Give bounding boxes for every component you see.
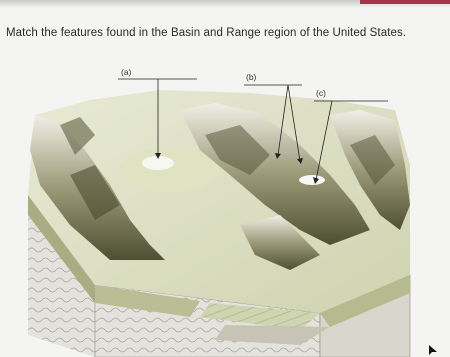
basin-range-diagram [0,55,450,357]
label-a-text: (a) [121,67,132,77]
label-c-text: (c) [316,88,326,98]
label-b-text: (b) [246,72,257,82]
question-text: Match the features found in the Basin and Range region of the United States. [6,27,407,39]
top-accent-stripe [360,0,450,4]
mouse-cursor-icon [428,344,438,356]
